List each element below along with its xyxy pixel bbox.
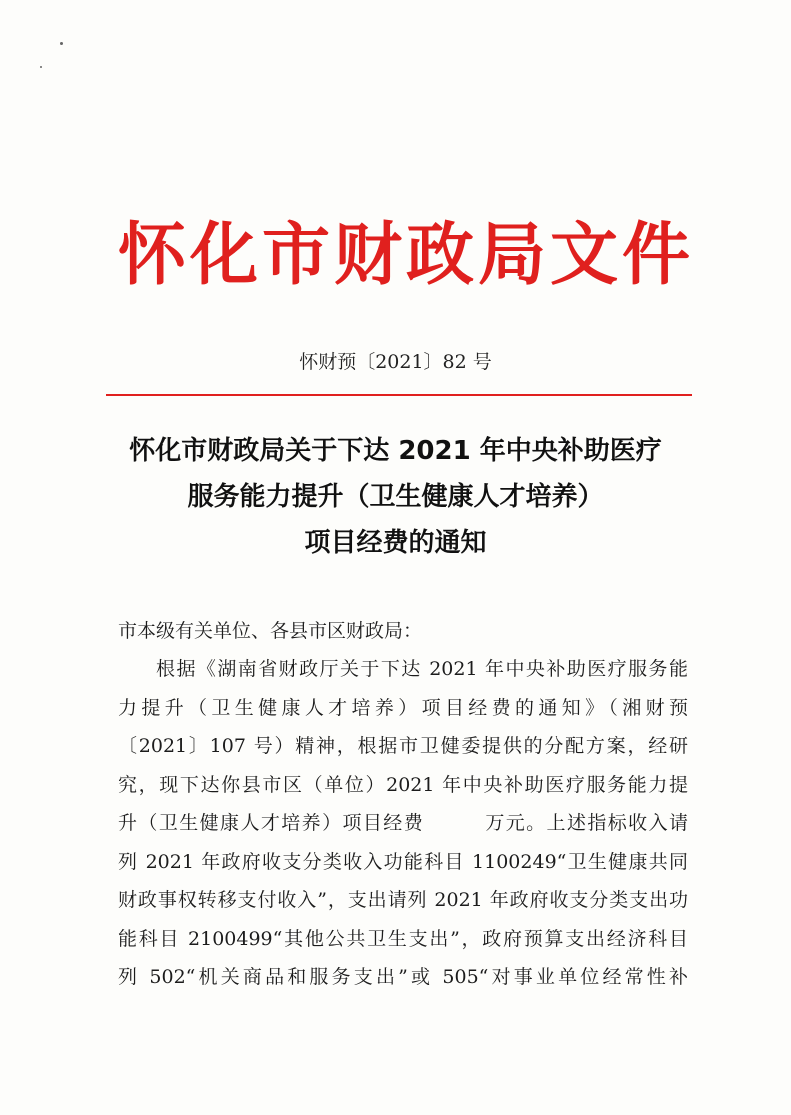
scan-speck [60, 42, 63, 45]
body-line: 列 2021 年政府收支分类收入功能科目 1100249“卫生健康共同 [118, 850, 688, 873]
body-text [118, 650, 688, 997]
red-divider-line [106, 394, 692, 396]
body-line: 升（卫生健康人才培养）项目经费 万元。上述指标收入请 [118, 812, 688, 834]
addressee: 市本级有关单位、各县市区财政局： [118, 620, 423, 642]
body-line: 〔2021〕107 号）精神，根据市卫健委提供的分配方案，经研 [118, 735, 688, 757]
issuing-authority-title: 怀化市财政局文件 [118, 216, 695, 295]
notice-title [0, 428, 791, 566]
notice-title-line: 怀化市财政局关于下达 2021 年中央补助医疗 [129, 436, 662, 466]
body-line: 财政事权转移支付收入”，支出请列 2021 年政府收支分类支出功 [118, 889, 688, 911]
body-line: 究，现下达你县市区（单位）2021 年中央补助医疗服务能力提 [118, 773, 688, 796]
body-line: 根据《湖南省财政厅关于下达 2021 年中央补助医疗服务能 [156, 658, 688, 680]
scan-speck [40, 66, 42, 68]
notice-title-line: 项目经费的通知 [304, 528, 487, 558]
body-line: 列 502“机关商品和服务支出”或 505“对事业单位经常性补 [118, 966, 688, 988]
document-number: 怀财预〔2021〕82 号 [299, 351, 492, 373]
body-line: 能科目 2100499“其他公共卫生支出”，政府预算支出经济科目 [118, 927, 688, 950]
notice-title-line: 服务能力提升（卫生健康人才培养） [187, 482, 604, 512]
body-line: 力提升（卫生健康人才培养）项目经费的通知》（湘财预 [118, 696, 688, 719]
